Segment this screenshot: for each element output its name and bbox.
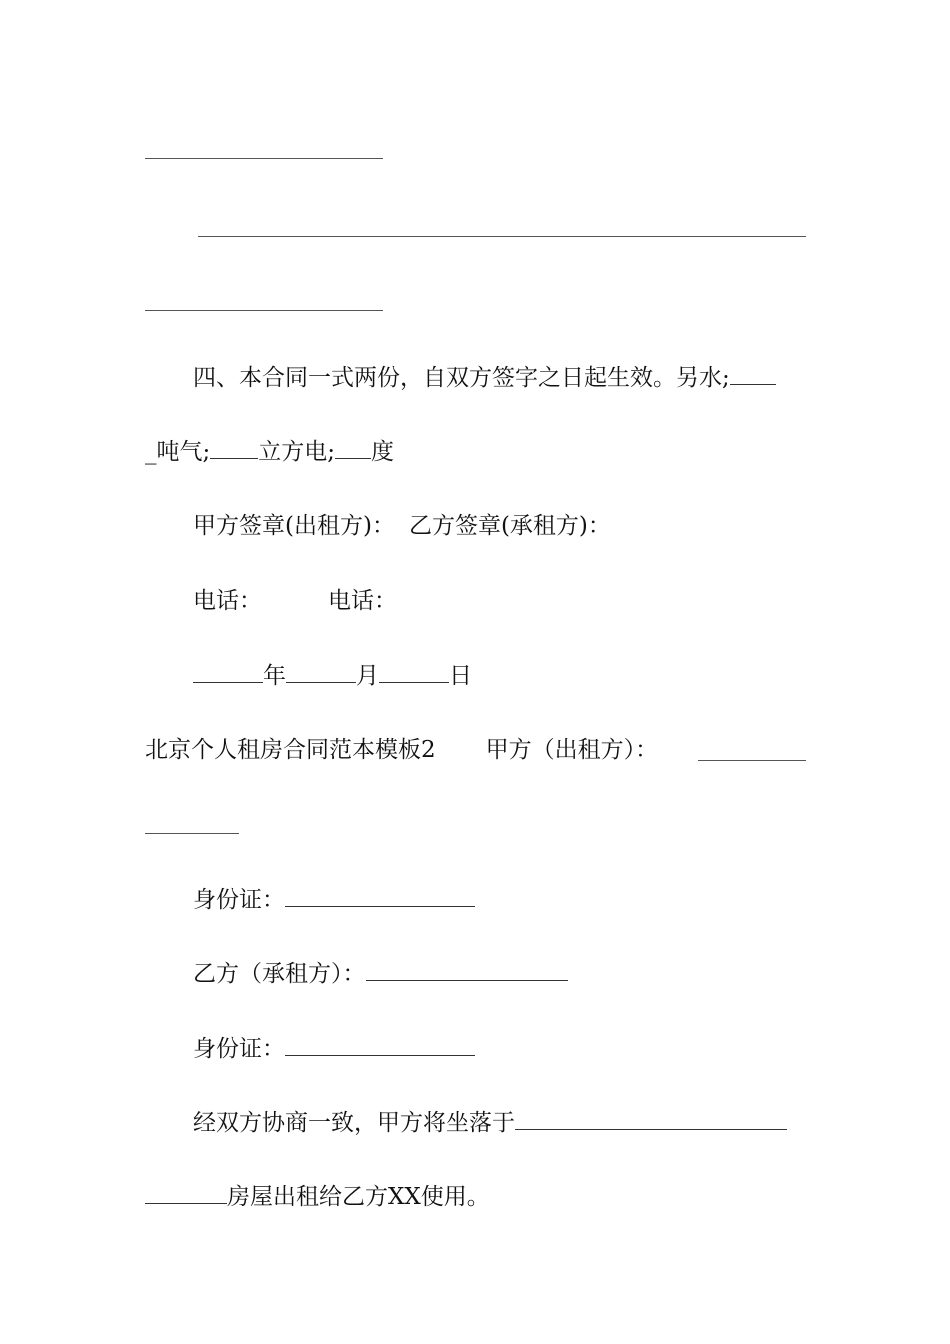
year-label: 年	[263, 663, 286, 689]
party-a-name-blank-cont	[145, 833, 239, 834]
date-line	[193, 660, 472, 691]
template-title-line	[145, 735, 658, 765]
blank-rule	[145, 158, 383, 159]
month-blank	[286, 660, 356, 683]
party-b-id-blank	[285, 1033, 475, 1056]
blank-rule	[145, 310, 383, 311]
agreement-text: 经双方协商一致，甲方将坐落于	[193, 1110, 515, 1136]
electricity-label: 立方电;	[258, 439, 335, 465]
id-card-label: 身份证：	[193, 887, 285, 913]
party-a-phone-label: 电话：	[193, 588, 262, 614]
gas-label: 吨气;	[156, 439, 211, 465]
clause-four	[193, 362, 776, 393]
party-b-name-blank	[366, 958, 568, 981]
party-a-name-blank	[698, 760, 806, 761]
id-card-label: 身份证：	[193, 1036, 285, 1062]
day-blank	[379, 660, 449, 683]
gas-amount-blank	[210, 436, 258, 459]
party-b-lessee-label: 乙方（承租方）：	[193, 961, 366, 987]
house-rent-line	[145, 1181, 490, 1212]
property-location-blank	[515, 1107, 787, 1130]
day-label: 日	[449, 663, 472, 689]
id-card-line-1	[193, 884, 475, 915]
party-a-lessor-label: 甲方（出租方）：	[485, 737, 659, 763]
id-card-line-2	[193, 1033, 475, 1064]
party-a-signature-label: 甲方签章(出租方)：	[193, 513, 395, 539]
electricity-amount-blank	[335, 436, 371, 459]
party-b-signature-label: 乙方签章(承租方)：	[408, 513, 611, 539]
party-b-phone-label: 电话：	[328, 588, 397, 614]
signature-line	[193, 511, 611, 541]
house-rent-text: 房屋出租给乙方XX使用。	[227, 1184, 490, 1210]
month-label: 月	[356, 663, 379, 689]
clause-four-text: 四、本合同一式两份，自双方签字之日起生效。另水;	[193, 365, 730, 391]
party-a-id-blank	[285, 884, 475, 907]
water-amount-blank	[730, 362, 776, 385]
blank-rule	[198, 236, 806, 237]
agreement-line	[193, 1107, 787, 1138]
year-blank	[193, 660, 263, 683]
party-b-line	[193, 958, 568, 989]
phone-line	[193, 586, 397, 616]
property-location-blank-cont	[145, 1181, 227, 1204]
utility-line	[145, 436, 394, 467]
degree-label: 度	[371, 439, 394, 465]
template-title: 北京个人租房合同范本模板2	[145, 737, 436, 763]
utility-line-start: _	[145, 439, 157, 465]
